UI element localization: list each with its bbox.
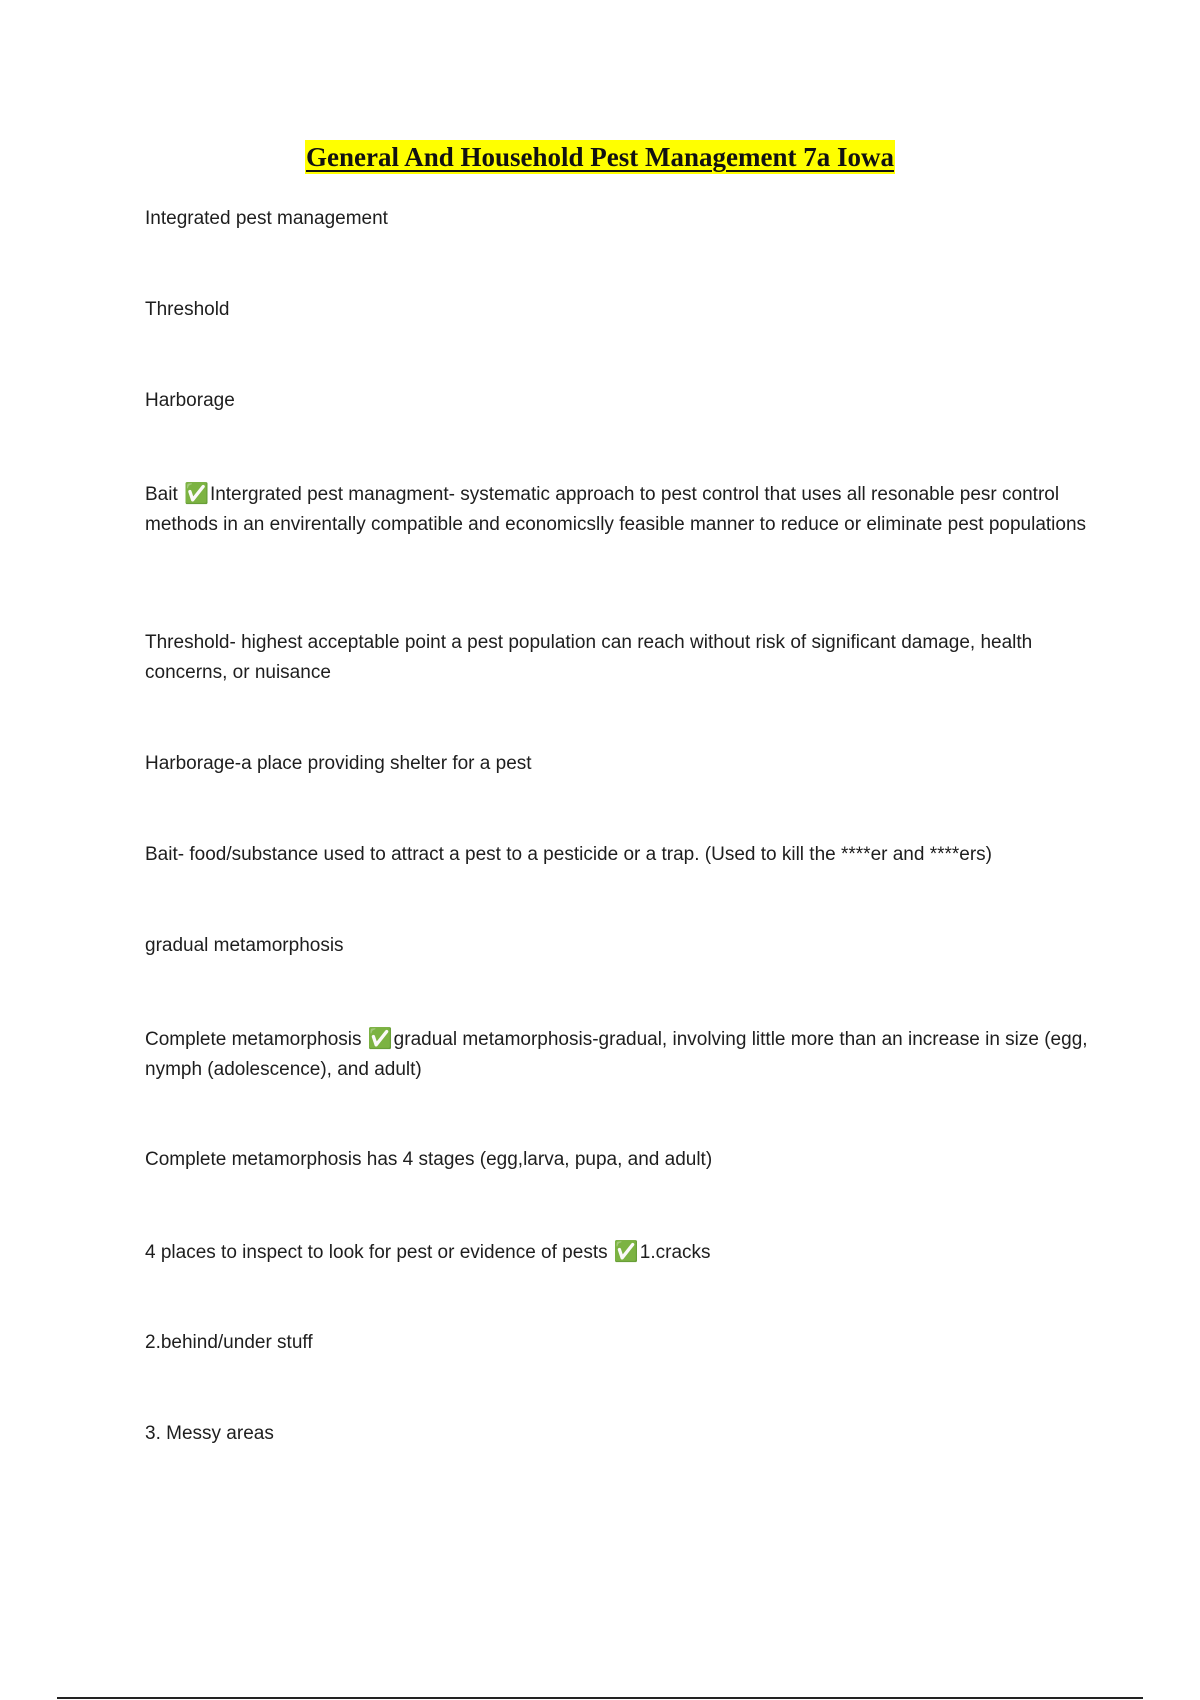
check-mark-icon: ✅ xyxy=(367,1028,393,1050)
title-container xyxy=(0,140,1200,174)
paragraph-complete-metamorphosis-stages: Complete metamorphosis has 4 stages (egg,larva, pupa, and adult) xyxy=(145,1149,713,1170)
paragraph-integrated-pest-management: Integrated pest management xyxy=(145,208,388,229)
paragraph-threshold-definition: Threshold- highest acceptable point a pest population can reach without risk of significant damage, health concerns, or nuisance xyxy=(145,632,1033,683)
definition-ipm: Intergrated pest managment- systematic approach to pest control that uses all resonable pesr control methods in an envirentally compatible and economicslly feasible manner to reduce or eliminate pest populations xyxy=(145,484,1087,535)
paragraph-bait-ipm-definition xyxy=(145,479,1095,540)
paragraph-inspection-place-3: 3. Messy areas xyxy=(145,1423,274,1444)
paragraph-harborage: Harborage xyxy=(145,390,235,411)
paragraph-harborage-definition: Harborage-a place providing shelter for a pest xyxy=(145,753,532,774)
paragraph-bait-definition: Bait- food/substance used to attract a pest to a pesticide or a trap. (Used to kill the ****er and ****ers) xyxy=(145,844,993,865)
inspection-place-1: 1.cracks xyxy=(639,1242,711,1263)
paragraph-threshold: Threshold xyxy=(145,299,230,320)
term-complete-metamorphosis: Complete metamorphosis xyxy=(145,1029,362,1050)
term-bait: Bait xyxy=(145,484,178,505)
check-mark-icon: ✅ xyxy=(613,1241,639,1263)
paragraph-inspection-places xyxy=(145,1237,1095,1268)
paragraph-complete-metamorphosis-definition xyxy=(145,1024,1095,1085)
paragraph-inspection-place-2: 2.behind/under stuff xyxy=(145,1332,313,1353)
check-mark-icon: ✅ xyxy=(184,483,209,505)
term-inspection-places: 4 places to inspect to look for pest or evidence of pests xyxy=(145,1242,608,1263)
footer-divider xyxy=(57,1697,1143,1699)
paragraph-gradual-metamorphosis: gradual metamorphosis xyxy=(145,935,344,956)
definition-gradual-metamorphosis: gradual metamorphosis-gradual, involving little more than an increase in size (egg, nymph (adolescence), and adult) xyxy=(145,1029,1088,1080)
document-title: General And Household Pest Management 7a Iowa xyxy=(305,142,894,172)
